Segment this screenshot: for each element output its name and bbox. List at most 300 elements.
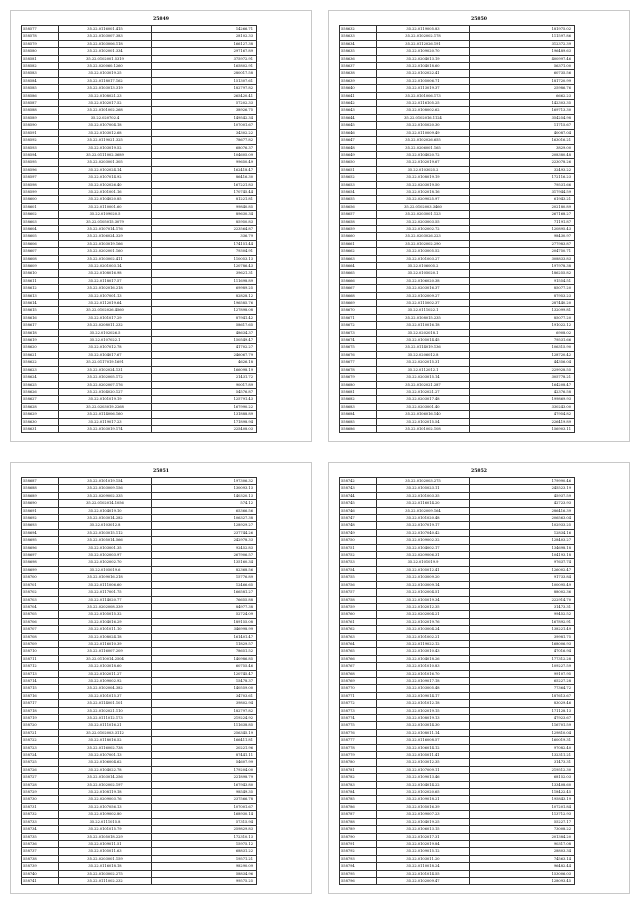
table-row bbox=[340, 337, 575, 344]
table-row bbox=[22, 322, 257, 329]
amount-cell: 267168.27 bbox=[470, 211, 575, 218]
row-id-cell: 558743 bbox=[340, 485, 377, 492]
row-id-cell: 558751 bbox=[340, 544, 377, 551]
table-row bbox=[340, 677, 575, 684]
amount-cell: 48634.37 bbox=[152, 329, 257, 336]
parcel-code-cell: 35.22.0104022.78 bbox=[59, 766, 152, 773]
parcel-code-cell: 35.22.0202007.176 bbox=[59, 381, 152, 388]
parcel-code-cell: 35.22.0111006.60 bbox=[59, 581, 152, 588]
parcel-code-cell: 35.22.0107014.92 bbox=[59, 174, 152, 181]
row-id-cell: 558666 bbox=[340, 277, 377, 284]
table-row bbox=[340, 715, 575, 722]
table-row bbox=[22, 596, 257, 603]
amount-cell: 83029.46 bbox=[470, 700, 575, 707]
amount-cell: 197306.32 bbox=[152, 478, 257, 485]
row-id-cell: 558609 bbox=[22, 263, 59, 270]
table-row bbox=[22, 277, 257, 284]
table-row bbox=[22, 774, 257, 781]
row-id-cell: 558594 bbox=[22, 151, 59, 158]
amount-cell: 225408.03 bbox=[152, 425, 257, 432]
amount-cell: 68152.03 bbox=[470, 774, 575, 781]
row-id-cell: 558696 bbox=[22, 544, 59, 551]
amount-cell: 174151.44 bbox=[152, 240, 257, 247]
row-id-cell: 558600 bbox=[22, 196, 59, 203]
table-row bbox=[22, 478, 257, 485]
amount-cell: 21431.72 bbox=[152, 374, 257, 381]
table-row bbox=[22, 626, 257, 633]
parcel-code-cell: 35.22.0102026.655 bbox=[377, 137, 470, 144]
amount-cell: 280017.58 bbox=[152, 70, 257, 77]
parcel-code-cell: 35.22.0103019.174 bbox=[59, 425, 152, 432]
parcel-code-cell: 35.22.0203001.159 bbox=[59, 855, 152, 862]
amount-cell: 76655.88 bbox=[152, 596, 257, 603]
page-sheet bbox=[328, 10, 630, 442]
table-row bbox=[340, 122, 575, 129]
parcel-code-cell: 35.22.0104018.60 bbox=[377, 63, 470, 70]
parcel-code-cell: 35.22.0112019.64 bbox=[59, 300, 152, 307]
table-row bbox=[22, 85, 257, 92]
amount-cell: 104605.09 bbox=[152, 151, 257, 158]
amount-cell: 102933.25 bbox=[470, 522, 575, 529]
amount-cell: 84977.38 bbox=[152, 603, 257, 610]
parcel-code-cell: 35.22.0103002.275 bbox=[59, 870, 152, 877]
amount-cell: 6908.02 bbox=[470, 329, 575, 336]
amount-cell: 98549.35 bbox=[152, 789, 257, 796]
row-id-cell: 558689 bbox=[22, 492, 59, 499]
parcel-code-cell: 35.22.0109017.18 bbox=[377, 677, 470, 684]
parcel-code-cell: 35.22.0114006.160 bbox=[59, 411, 152, 418]
parcel-code-cell: 35.22.0118017.162 bbox=[59, 77, 152, 84]
row-id-cell: 558650 bbox=[340, 159, 377, 166]
row-id-cell: 558631 bbox=[22, 425, 59, 432]
amount-cell: 222914.70 bbox=[470, 596, 575, 603]
amount-cell: 61943.21 bbox=[470, 196, 575, 203]
parcel-code-cell: 35.22.0105020.30 bbox=[377, 122, 470, 129]
table-row bbox=[22, 863, 257, 870]
row-id-cell: 558613 bbox=[22, 292, 59, 299]
table-row bbox=[340, 322, 575, 329]
table-row bbox=[340, 692, 575, 699]
data-table bbox=[21, 25, 257, 433]
table-row bbox=[22, 307, 257, 314]
row-id-cell: 558691 bbox=[22, 507, 59, 514]
parcel-code-cell: 35.22.0202008.339 bbox=[59, 603, 152, 610]
parcel-code-cell: 35.22.0102019.67 bbox=[377, 159, 470, 166]
row-id-cell: 558660 bbox=[340, 233, 377, 240]
parcel-code-cell: 35.22.0101006.173 bbox=[377, 92, 470, 99]
amount-cell: 79304.91 bbox=[152, 248, 257, 255]
table-row bbox=[340, 722, 575, 729]
table-row bbox=[340, 552, 575, 559]
amount-cell: 42723.93 bbox=[470, 500, 575, 507]
table-row bbox=[340, 589, 575, 596]
amount-cell: 317944.59 bbox=[470, 188, 575, 195]
row-id-cell: 558793 bbox=[340, 855, 377, 862]
row-id-cell: 558593 bbox=[22, 144, 59, 151]
table-row bbox=[340, 478, 575, 485]
parcel-code-cell: 35.22.0103007.383 bbox=[59, 33, 152, 40]
parcel-code-cell: 35.22.0203015.14 bbox=[377, 374, 470, 381]
row-id-cell: 558769 bbox=[340, 677, 377, 684]
row-id-cell: 558737 bbox=[22, 848, 59, 855]
amount-cell: 87953.23 bbox=[470, 292, 575, 299]
table-row bbox=[340, 485, 575, 492]
parcel-code-cell: 35.22.0117019.1691 bbox=[59, 359, 152, 366]
parcel-code-cell: 35.22.0103009.20 bbox=[377, 574, 470, 581]
parcel-code-cell: 35.22.0108021.23 bbox=[59, 92, 152, 99]
parcel-code-cell: 35.22.0102024.131 bbox=[59, 366, 152, 373]
row-id-cell: 558776 bbox=[340, 729, 377, 736]
table-row bbox=[340, 855, 575, 862]
table-row bbox=[340, 811, 575, 818]
parcel-code-cell: 35.22.0102015.54 bbox=[377, 418, 470, 425]
row-id-cell: 558712 bbox=[22, 663, 59, 670]
table-row bbox=[340, 626, 575, 633]
row-id-cell: 558768 bbox=[340, 670, 377, 677]
table-row bbox=[340, 766, 575, 773]
row-id-cell: 558628 bbox=[22, 403, 59, 410]
table-row bbox=[340, 707, 575, 714]
table-row bbox=[22, 789, 257, 796]
amount-cell: 181975.02 bbox=[470, 26, 575, 33]
table-row bbox=[22, 218, 257, 225]
parcel-code-cell: 35.22.0103014.256 bbox=[59, 774, 152, 781]
parcel-code-cell: 35.22.0116007.209 bbox=[59, 648, 152, 655]
amount-cell: 85077.20 bbox=[470, 285, 575, 292]
row-id-cell: 558791 bbox=[340, 840, 377, 847]
row-id-cell: 558715 bbox=[22, 685, 59, 692]
row-id-cell: 558582 bbox=[22, 63, 59, 70]
amount-cell: 167943.80 bbox=[152, 781, 257, 788]
row-id-cell: 558792 bbox=[340, 848, 377, 855]
amount-cell: 172116.23 bbox=[470, 174, 575, 181]
table-row bbox=[22, 803, 257, 810]
table-row bbox=[22, 114, 257, 121]
table-row bbox=[22, 581, 257, 588]
row-id-cell: 558672 bbox=[340, 322, 377, 329]
table-row bbox=[22, 151, 257, 158]
row-id-cell: 558615 bbox=[22, 307, 59, 314]
row-id-cell: 558699 bbox=[22, 566, 59, 573]
row-id-cell: 558700 bbox=[22, 574, 59, 581]
amount-cell: 197978.38 bbox=[470, 263, 575, 270]
table-row bbox=[22, 848, 257, 855]
amount-cell: 11715.67 bbox=[470, 122, 575, 129]
parcel-code-cell: 35.22.0109018.21 bbox=[377, 796, 470, 803]
parcel-code-cell: 35.22.0105014.566 bbox=[59, 537, 152, 544]
amount-cell: 85950.83 bbox=[152, 218, 257, 225]
amount-cell: 90017.89 bbox=[152, 381, 257, 388]
table-row bbox=[340, 515, 575, 522]
parcel-code-cell: 35.22.0105019.6 bbox=[59, 566, 152, 573]
amount-cell: 237566.78 bbox=[152, 796, 257, 803]
amount-cell: 191022.12 bbox=[470, 322, 575, 329]
amount-cell: 90317.08 bbox=[470, 840, 575, 847]
table-row bbox=[340, 796, 575, 803]
parcel-code-cell: 35.22.0116002.738 bbox=[59, 744, 152, 751]
row-id-cell: 558597 bbox=[22, 174, 59, 181]
row-id-cell: 558770 bbox=[340, 685, 377, 692]
table-row bbox=[22, 529, 257, 536]
table-row bbox=[340, 196, 575, 203]
amount-cell: 74563.14 bbox=[470, 855, 575, 862]
amount-cell: 574.12 bbox=[152, 500, 257, 507]
row-id-cell: 558669 bbox=[340, 300, 377, 307]
sheet-title: 25850 bbox=[471, 17, 487, 22]
parcel-code-cell: 35.22.0103012.68 bbox=[59, 129, 152, 136]
row-id-cell: 558681 bbox=[340, 388, 377, 395]
amount-cell: 202180.89 bbox=[470, 203, 575, 210]
amount-cell: 92452.83 bbox=[152, 544, 257, 551]
amount-cell: 118422.45 bbox=[470, 789, 575, 796]
row-id-cell: 558753 bbox=[340, 559, 377, 566]
parcel-code-cell: 35.22.0103002.411 bbox=[59, 255, 152, 262]
amount-cell: 400997.46 bbox=[470, 55, 575, 62]
amount-cell: 111597.86 bbox=[470, 33, 575, 40]
table-row bbox=[340, 870, 575, 877]
row-id-cell: 558736 bbox=[22, 840, 59, 847]
row-id-cell: 558579 bbox=[22, 40, 59, 47]
parcel-code-cell: 35.22.0107001.13 bbox=[59, 292, 152, 299]
table-row bbox=[22, 351, 257, 358]
parcel-code-cell: 35.22.0105014.45 bbox=[377, 337, 470, 344]
amount-cell: 15478.37 bbox=[152, 677, 257, 684]
amount-cell: 189155.08 bbox=[152, 618, 257, 625]
table-row bbox=[22, 144, 257, 151]
row-id-cell: 558714 bbox=[22, 677, 59, 684]
amount-cell: 156903.11 bbox=[470, 425, 575, 432]
parcel-code-cell: 35.22.0108002.62 bbox=[377, 107, 470, 114]
parcel-code-cell: 35.22.0102021.27 bbox=[377, 388, 470, 395]
parcel-code-cell: 35.22.0101015.37 bbox=[59, 692, 152, 699]
amount-cell: 40087.04 bbox=[470, 129, 575, 136]
parcel-code-cell: 35.22.0103006.118 bbox=[59, 40, 152, 47]
parcel-code-cell: 35.22.0102003.97 bbox=[59, 552, 152, 559]
table-row bbox=[340, 240, 575, 247]
row-id-cell: 558719 bbox=[22, 715, 59, 722]
parcel-code-cell: 35.22.0111012.173 bbox=[59, 715, 152, 722]
amount-cell: 87441.11 bbox=[152, 752, 257, 759]
table-row bbox=[22, 574, 257, 581]
page-sheet bbox=[10, 10, 312, 442]
table-row bbox=[340, 396, 575, 403]
row-id-cell: 558725 bbox=[22, 759, 59, 766]
amount-cell: 58834.96 bbox=[152, 870, 257, 877]
row-id-cell: 558726 bbox=[22, 766, 59, 773]
row-id-cell: 558716 bbox=[22, 692, 59, 699]
table-row bbox=[22, 33, 257, 40]
row-id-cell: 558756 bbox=[340, 581, 377, 588]
amount-cell: 166098.19 bbox=[152, 366, 257, 373]
table-row bbox=[22, 337, 257, 344]
table-row bbox=[22, 314, 257, 321]
parcel-code-cell: 35.22.0203019.50 bbox=[377, 181, 470, 188]
table-row bbox=[340, 670, 575, 677]
amount-cell: 106327.38 bbox=[152, 515, 257, 522]
amount-cell: 25986.76 bbox=[470, 85, 575, 92]
parcel-code-cell: 35.22.0102017.52 bbox=[59, 100, 152, 107]
amount-cell: 79531.66 bbox=[470, 181, 575, 188]
amount-cell: 134698.18 bbox=[470, 544, 575, 551]
parcel-code-cell: 35.22.0107014.176 bbox=[59, 225, 152, 232]
table-row bbox=[22, 233, 257, 240]
parcel-code-cell: 35.22.0102019.15 bbox=[377, 707, 470, 714]
table-row bbox=[22, 240, 257, 247]
amount-cell: 68831.22 bbox=[152, 848, 257, 855]
row-id-cell: 558746 bbox=[340, 507, 377, 514]
row-id-cell: 558591 bbox=[22, 129, 59, 136]
table-row bbox=[22, 537, 257, 544]
row-id-cell: 558655 bbox=[340, 196, 377, 203]
parcel-code-cell: 35.22.0102016.1124 bbox=[377, 114, 470, 121]
row-id-cell: 558617 bbox=[22, 322, 59, 329]
amount-cell: 267906.57 bbox=[152, 552, 257, 559]
table-row bbox=[22, 55, 257, 62]
table-row bbox=[340, 218, 575, 225]
table-row bbox=[340, 33, 575, 40]
amount-cell: 163016.21 bbox=[470, 137, 575, 144]
amount-cell: 242978.33 bbox=[152, 537, 257, 544]
amount-cell: 126002.47 bbox=[470, 566, 575, 573]
table-row bbox=[22, 855, 257, 862]
table-row bbox=[340, 100, 575, 107]
parcel-code-cell: 35.22.0103010.43 bbox=[377, 648, 470, 655]
amount-cell: 20221.96 bbox=[152, 744, 257, 751]
row-id-cell: 558697 bbox=[22, 552, 59, 559]
parcel-code-cell: 35.22.0101011.10 bbox=[59, 626, 152, 633]
amount-cell: 196585.76 bbox=[152, 300, 257, 307]
row-id-cell: 558675 bbox=[340, 344, 377, 351]
table-row bbox=[22, 425, 257, 432]
row-id-cell: 558786 bbox=[340, 803, 377, 810]
parcel-code-cell: 35.22.0203003.55 bbox=[377, 218, 470, 225]
table-row bbox=[22, 188, 257, 195]
amount-cell: 245523.19 bbox=[470, 485, 575, 492]
table-row bbox=[22, 707, 257, 714]
table-row bbox=[22, 500, 257, 507]
amount-cell: 106315.90 bbox=[470, 344, 575, 351]
parcel-code-cell: 35.22.0103009.156 bbox=[59, 485, 152, 492]
table-row bbox=[22, 137, 257, 144]
parcel-code-cell: 35.22.0111016.21 bbox=[59, 722, 152, 729]
parcel-code-cell: 35.22.0103012.8 bbox=[59, 522, 152, 529]
row-id-cell: 558688 bbox=[22, 485, 59, 492]
amount-cell: 12466.65 bbox=[152, 581, 257, 588]
amount-cell: 229928.55 bbox=[470, 366, 575, 373]
parcel-code-cell: 35.22.0113019.37 bbox=[377, 85, 470, 92]
parcel-code-cell: 35.22.0101015.79 bbox=[59, 826, 152, 833]
table-row bbox=[340, 826, 575, 833]
amount-cell: 336.79 bbox=[152, 233, 257, 240]
amount-cell: 38926.75 bbox=[152, 107, 257, 114]
parcel-code-cell: 35.22.0107022.1 bbox=[59, 337, 152, 344]
row-id-cell: 558678 bbox=[340, 366, 377, 373]
amount-cell: 73008.22 bbox=[470, 826, 575, 833]
parcel-code-cell: 35.22.0114019.136 bbox=[377, 344, 470, 351]
amount-cell: 286416.39 bbox=[470, 507, 575, 514]
table-row bbox=[340, 737, 575, 744]
row-id-cell: 558644 bbox=[340, 114, 377, 121]
amount-cell: 116701.59 bbox=[470, 722, 575, 729]
table-row bbox=[22, 388, 257, 395]
row-id-cell: 558648 bbox=[340, 144, 377, 151]
amount-cell: 219512.30 bbox=[470, 766, 575, 773]
parcel-code-cell: 35.22.0202001.160 bbox=[59, 248, 152, 255]
parcel-code-cell: 35.22.0208011.232 bbox=[59, 322, 152, 329]
parcel-code-cell: 35.22.0102002.72 bbox=[377, 225, 470, 232]
table-row bbox=[22, 285, 257, 292]
row-id-cell: 558734 bbox=[22, 826, 59, 833]
row-id-cell: 558729 bbox=[22, 789, 59, 796]
amount-cell: 97082.40 bbox=[470, 744, 575, 751]
parcel-code-cell: 35.22.0206001.165 bbox=[377, 144, 470, 151]
parcel-code-cell: 35.22.0102018.16 bbox=[377, 188, 470, 195]
parcel-code-cell: 35.22.0105012.41 bbox=[377, 566, 470, 573]
parcel-code-cell: 35.22.0103005.52 bbox=[377, 248, 470, 255]
row-id-cell: 558705 bbox=[22, 611, 59, 618]
row-id-cell: 558654 bbox=[340, 188, 377, 195]
parcel-code-cell: 35.22.0104016.29 bbox=[59, 618, 152, 625]
table-row bbox=[340, 351, 575, 358]
parcel-code-cell: 35.22.0101019.9 bbox=[377, 559, 470, 566]
parcel-code-cell: 35.22.0102026.5 bbox=[59, 329, 152, 336]
row-id-cell: 558683 bbox=[340, 403, 377, 410]
row-id-cell: 558661 bbox=[340, 240, 377, 247]
parcel-code-cell: 35.22.0106024.329 bbox=[59, 233, 152, 240]
amount-cell: 99650.49 bbox=[152, 159, 257, 166]
amount-cell: 91554.51 bbox=[470, 277, 575, 284]
table-row bbox=[340, 366, 575, 373]
row-id-cell: 558739 bbox=[22, 863, 59, 870]
amount-cell: 60735.56 bbox=[470, 70, 575, 77]
row-id-cell: 558796 bbox=[340, 877, 377, 884]
parcel-code-cell: 35.22.0105016.39 bbox=[377, 803, 470, 810]
amount-cell: 120895.43 bbox=[470, 225, 575, 232]
parcel-code-cell: 35.22.0103025.2 bbox=[377, 166, 470, 173]
row-id-cell: 558706 bbox=[22, 618, 59, 625]
parcel-code-cell: 35.22.0111022.1 bbox=[377, 307, 470, 314]
amount-cell: 161401.47 bbox=[152, 633, 257, 640]
row-id-cell: 558765 bbox=[340, 648, 377, 655]
amount-cell: 91733.84 bbox=[470, 574, 575, 581]
table-row bbox=[340, 877, 575, 884]
table-row bbox=[22, 640, 257, 647]
row-id-cell: 558732 bbox=[22, 811, 59, 818]
parcel-code-cell: 35.22.0106004.62 bbox=[59, 759, 152, 766]
table-row bbox=[22, 507, 257, 514]
parcel-code-cell: 35.22.0201003.14 bbox=[59, 263, 152, 270]
parcel-code-cell: 35.22.0102001.334 bbox=[59, 48, 152, 55]
parcel-code-cell: 35.22.0209025.97 bbox=[377, 196, 470, 203]
table-row bbox=[22, 396, 257, 403]
amount-cell: 166411.81 bbox=[152, 737, 257, 744]
amount-cell: 14266.71 bbox=[152, 26, 257, 33]
amount-cell: 71191.87 bbox=[470, 218, 575, 225]
row-id-cell: 558685 bbox=[340, 418, 377, 425]
table-row bbox=[22, 248, 257, 255]
row-id-cell: 558642 bbox=[340, 100, 377, 107]
parcel-code-cell: 35.22.0107056.13 bbox=[59, 803, 152, 810]
amount-cell: 120786.43 bbox=[152, 263, 257, 270]
amount-cell: 82828.12 bbox=[152, 292, 257, 299]
table-row bbox=[22, 40, 257, 47]
parcel-code-cell: 35.22.0111002.3689 bbox=[59, 151, 152, 158]
table-row bbox=[22, 796, 257, 803]
parcel-code-cell: 35.22.0109002.92 bbox=[59, 677, 152, 684]
table-row bbox=[340, 374, 575, 381]
table-row bbox=[340, 848, 575, 855]
table-row bbox=[340, 255, 575, 262]
